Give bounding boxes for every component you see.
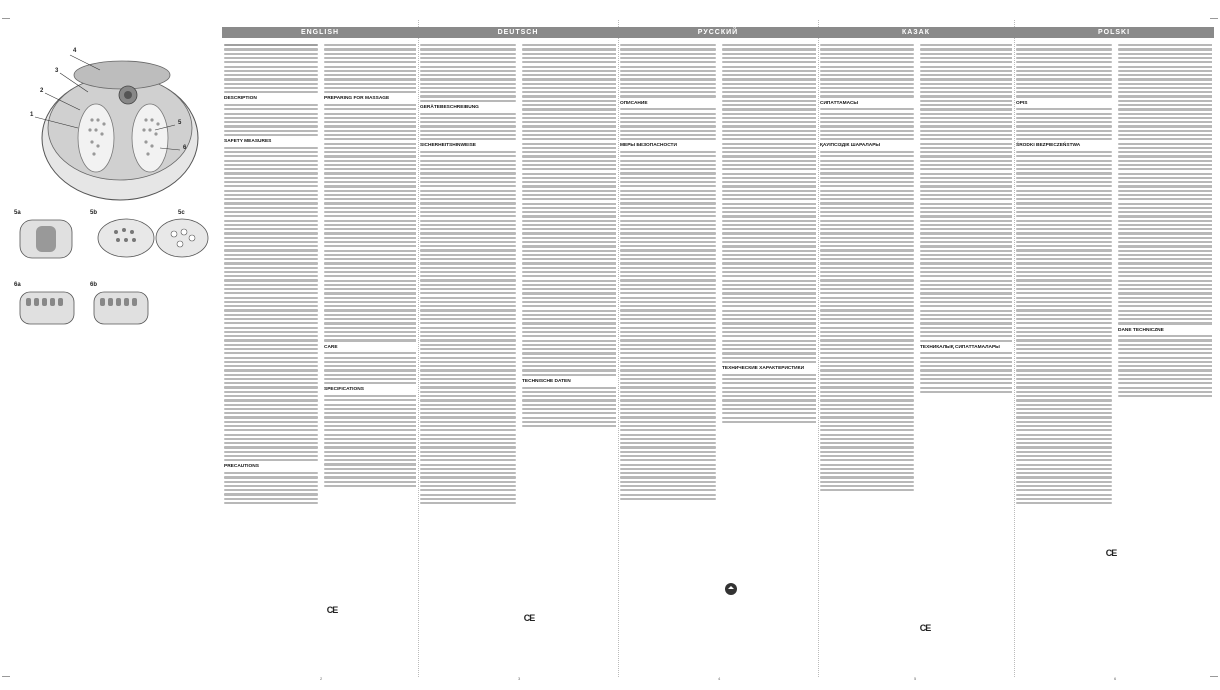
section-heading: SICHERHEITSHINWEISE: [420, 143, 476, 149]
callout-label: 2: [40, 88, 44, 94]
section-heading: PRECAUTIONS: [224, 464, 259, 470]
polish-subcolumn-right: [1118, 42, 1212, 671]
column-russian: [618, 0, 818, 685]
section-heading: DANE TECHNICZNE: [1118, 327, 1164, 333]
section-heading: ҚАУІПСІЗДІК ШАРАЛАРЫ: [820, 143, 881, 149]
english-subcolumn-right: [324, 42, 416, 671]
column-english: [222, 0, 418, 685]
polish-subcolumn-left: [1016, 42, 1112, 671]
section-heading: СИПАТТАМАСЫ: [820, 100, 859, 106]
callout-label: 3: [55, 68, 59, 74]
page-number: 4: [718, 676, 721, 681]
attachment-label: 5c: [178, 210, 185, 216]
attachment-label: 6a: [14, 282, 21, 288]
column-title: КАЗАК: [818, 27, 1014, 38]
callout-label: 5: [178, 120, 182, 126]
page-number: 6: [1114, 676, 1117, 681]
kazakh-subcolumn-left: [820, 42, 914, 671]
column-title: DEUTSCH: [418, 27, 618, 38]
ce-mark: CE: [919, 623, 931, 633]
recycling-icon: [724, 582, 738, 596]
attachment-label: 6b: [90, 282, 98, 288]
callout-label: 4: [73, 48, 77, 54]
ce-mark: CE: [523, 613, 535, 623]
section-heading: МЕРЫ БЕЗОПАСНОСТИ: [620, 143, 677, 149]
callout-label: 6: [183, 145, 187, 151]
attachment-label: 5b: [90, 210, 98, 216]
russian-subcolumn-left: [620, 42, 716, 671]
kazakh-subcolumn-right: [920, 42, 1012, 671]
section-heading: ТЕХНИКАЛЫҚ СИПАТТАМАЛАРЫ: [920, 344, 1000, 350]
section-heading: ТЕХНИЧЕСКИЕ ХАРАКТЕРИСТИКИ: [722, 366, 805, 372]
column-title: РУССКИЙ: [618, 27, 818, 38]
section-heading: ОПИСАНИЕ: [620, 100, 648, 106]
column-deutsch: [418, 0, 618, 685]
section-heading: SPECIFICATIONS: [324, 387, 364, 393]
section-heading: TECHNISCHE DATEN: [522, 378, 571, 384]
page-number: 2: [320, 676, 323, 681]
column-polish: [1014, 0, 1214, 685]
foot-massager-illustration: [0, 0, 222, 685]
column-kazakh: [818, 0, 1014, 685]
page-number: 5: [914, 676, 917, 681]
column-title: POLSKI: [1014, 27, 1214, 38]
section-heading: PREPARING FOR MASSAGE: [324, 96, 390, 102]
deutsch-subcolumn-left: [420, 42, 516, 671]
deutsch-subcolumn-right: [522, 42, 616, 671]
section-heading: CARE: [324, 344, 338, 350]
attachment-label: 5a: [14, 210, 21, 216]
page-number: 3: [518, 676, 521, 681]
ce-mark: CE: [1105, 548, 1117, 558]
section-heading: OPIS: [1016, 100, 1028, 106]
section-heading: ŚRODKI BEZPIECZEŃSTWA: [1016, 143, 1081, 149]
section-heading: DESCRIPTION: [224, 96, 257, 102]
ce-mark: CE: [326, 605, 338, 615]
column-title: ENGLISH: [222, 27, 418, 38]
callout-label: 1: [30, 112, 34, 118]
product-illustration: [0, 0, 222, 685]
section-heading: GERÄTEBESCHREIBUNG: [420, 104, 479, 110]
russian-subcolumn-right: [722, 42, 816, 671]
english-subcolumn-left: [224, 42, 318, 671]
section-heading: SAFETY MEASURES: [224, 139, 272, 145]
